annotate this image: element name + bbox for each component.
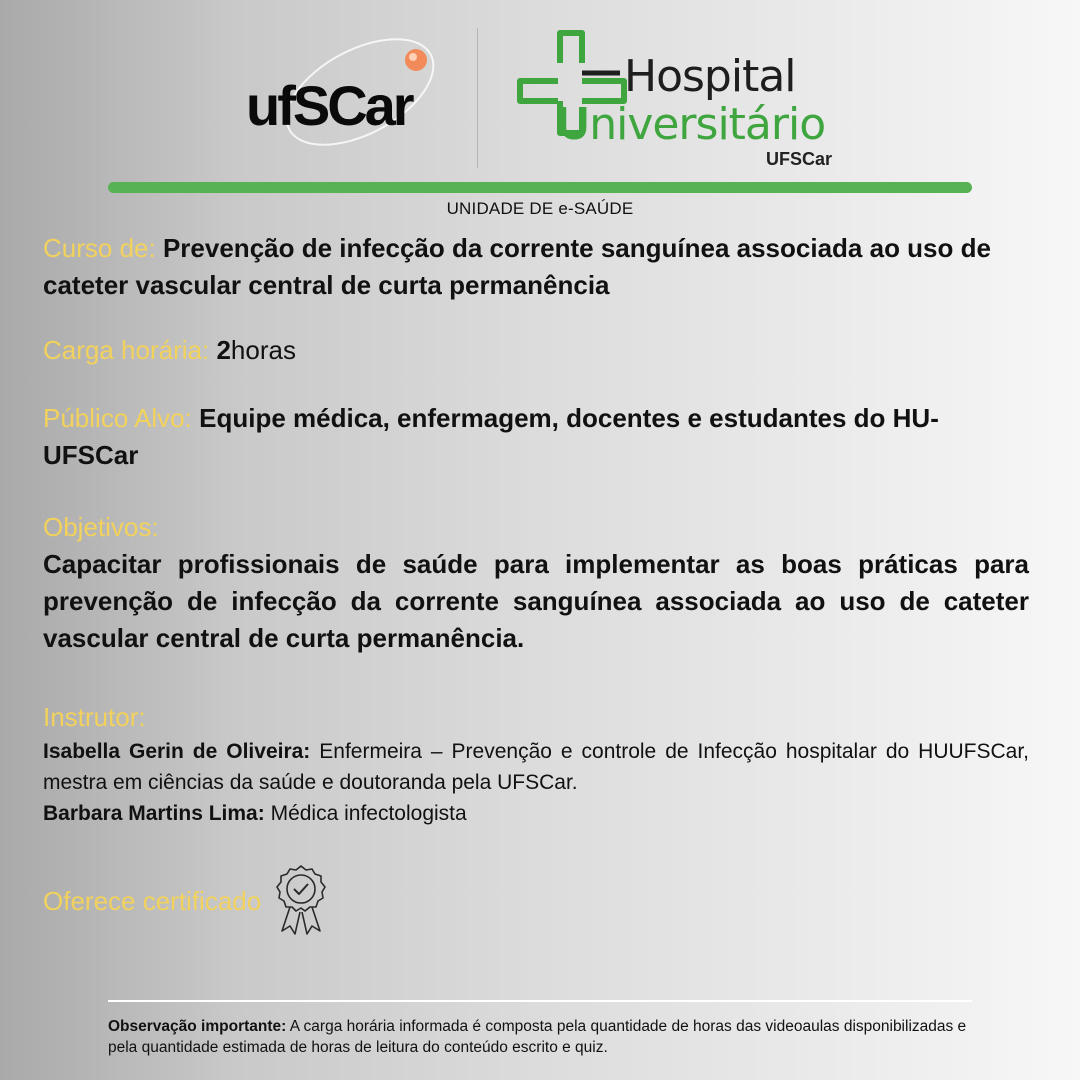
footer-note [108, 1016, 972, 1058]
instructor-item [43, 798, 1029, 829]
instructors-label: Instrutor: [43, 702, 146, 732]
objectives-text: Capacitar profissionais de saúde para implementar as boas práticas para prevenção de infecção da corrente sanguínea associada ao uso de cateter vascular central de curta permanência. [43, 549, 1029, 653]
instructor-description: Enfermeira – Prevenção e controle de Infecção hospitalar do HUUFSCar, mestra em ciências da saúde e doutoranda pela UFSCar. [43, 740, 1029, 794]
hospital-universitario-logo [512, 25, 842, 175]
hu-logo-ufscar: UFSCar [765, 149, 832, 169]
instructor-name: Isabella Gerin de Oliveira: [43, 740, 311, 763]
certificate-badge-icon [273, 863, 329, 939]
course-row [43, 230, 1029, 304]
course-label: Curso de: [43, 233, 156, 263]
footer-divider [108, 1000, 972, 1002]
instructor-name: Barbara Martins Lima: [43, 802, 265, 825]
header [0, 0, 1080, 180]
workload-row [43, 332, 1029, 369]
objectives-section [43, 509, 1029, 657]
workload-label: Carga horária: [43, 335, 210, 365]
ufscar-logo-text: ufSCar [246, 74, 412, 137]
audience-row [43, 400, 1029, 474]
instructor-description: Médica infectologista [270, 802, 467, 825]
footer-label: Observação importante: [108, 1018, 287, 1035]
instructors-section [43, 699, 1029, 829]
objectives-label: Objetivos: [43, 512, 159, 542]
footer-text: A carga horária informada é composta pela quantidade de horas das videoaulas disponibilizadas e pela quantidade estimada de horas de leitura do conteúdo escrito e quiz. [108, 1018, 967, 1056]
instructor-item [43, 736, 1029, 798]
logo-divider [477, 28, 478, 168]
course-title: Prevenção de infecção da corrente sanguínea associada ao uso de cateter vascular central de curta permanência [43, 233, 991, 300]
hu-logo-hospital: Hospital [624, 51, 796, 102]
workload-number: 2 [216, 335, 231, 365]
hu-logo-universitario: Universitário [558, 99, 826, 150]
certificate-row [43, 863, 1029, 939]
certificate-label: Oferece certificado [43, 885, 262, 916]
unit-label: UNIDADE DE e-SAÚDE [446, 199, 634, 218]
audience-value: Equipe médica, enfermagem, docentes e estudantes do HU-UFSCar [43, 403, 939, 470]
workload-unit: horas [230, 335, 296, 365]
main-content [43, 230, 1029, 939]
header-divider-bar [108, 182, 972, 193]
ufscar-logo [240, 30, 450, 150]
audience-label: Público Alvo: [43, 403, 192, 433]
